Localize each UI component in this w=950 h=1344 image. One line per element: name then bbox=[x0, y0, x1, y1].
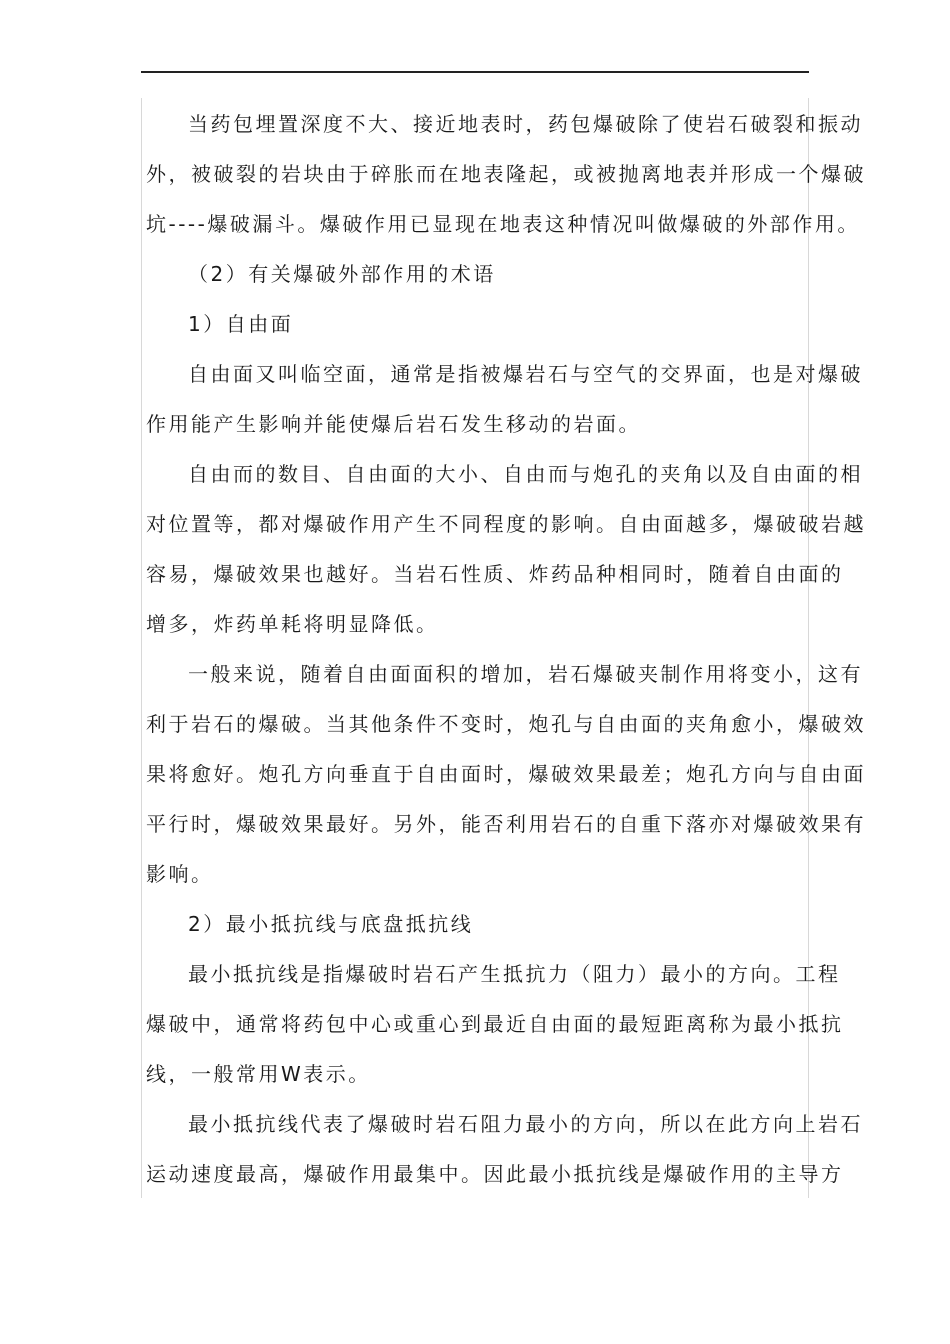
text-line: 一般来说，随着自由面面积的增加，岩石爆破夹制作用将变小，这有 bbox=[188, 662, 863, 686]
text-line: 影响。 bbox=[146, 862, 214, 886]
text-line: 坑----爆破漏斗。爆破作用已显现在地表这种情况叫做爆破的外部作用。 bbox=[146, 212, 860, 236]
header-rule bbox=[141, 71, 809, 73]
text-line: 对位置等，都对爆破作用产生不同程度的影响。自由面越多，爆破破岩越 bbox=[146, 512, 866, 536]
text-line: （2）有关爆破外部作用的术语 bbox=[188, 262, 496, 286]
text-line: 爆破中，通常将药包中心或重心到最近自由面的最短距离称为最小抵抗 bbox=[146, 1012, 844, 1036]
text-line: 果将愈好。炮孔方向垂直于自由面时，爆破效果最差；炮孔方向与自由面 bbox=[146, 762, 866, 786]
text-line: 平行时，爆破效果最好。另外，能否利用岩石的自重下落亦对爆破效果有 bbox=[146, 812, 866, 836]
document-body bbox=[146, 99, 866, 1199]
text-line: 最小抵抗线代表了爆破时岩石阻力最小的方向，所以在此方向上岩石 bbox=[188, 1112, 863, 1136]
text-line: 2）最小抵抗线与底盘抵抗线 bbox=[188, 912, 474, 936]
text-line: 作用能产生影响并能使爆后岩石发生移动的岩面。 bbox=[146, 412, 641, 436]
text-line: 自由而的数目、自由面的大小、自由而与炮孔的夹角以及自由面的相 bbox=[188, 462, 863, 486]
text-line: 1）自由面 bbox=[188, 312, 294, 336]
text-line: 最小抵抗线是指爆破时岩石产生抵抗力（阻力）最小的方向。工程 bbox=[188, 962, 841, 986]
text-line: 运动速度最高，爆破作用最集中。因此最小抵抗线是爆破作用的主导方 bbox=[146, 1162, 844, 1186]
text-line: 外，被破裂的岩块由于碎胀而在地表隆起，或被抛离地表并形成一个爆破 bbox=[146, 162, 866, 186]
text-line: 利于岩石的爆破。当其他条件不变时，炮孔与自由面的夹角愈小，爆破效 bbox=[146, 712, 866, 736]
text-line: 增多，炸药单耗将明显降低。 bbox=[146, 612, 439, 636]
text-line: 自由面又叫临空面，通常是指被爆岩石与空气的交界面，也是对爆破 bbox=[188, 362, 863, 386]
text-frame-left-edge bbox=[141, 98, 142, 1198]
text-line: 当药包埋置深度不大、接近地表时，药包爆破除了使岩石破裂和振动 bbox=[188, 112, 863, 136]
text-line: 线，一般常用W表示。 bbox=[146, 1062, 371, 1086]
text-line: 容易，爆破效果也越好。当岩石性质、炸药品种相同时，随着自由面的 bbox=[146, 562, 844, 586]
